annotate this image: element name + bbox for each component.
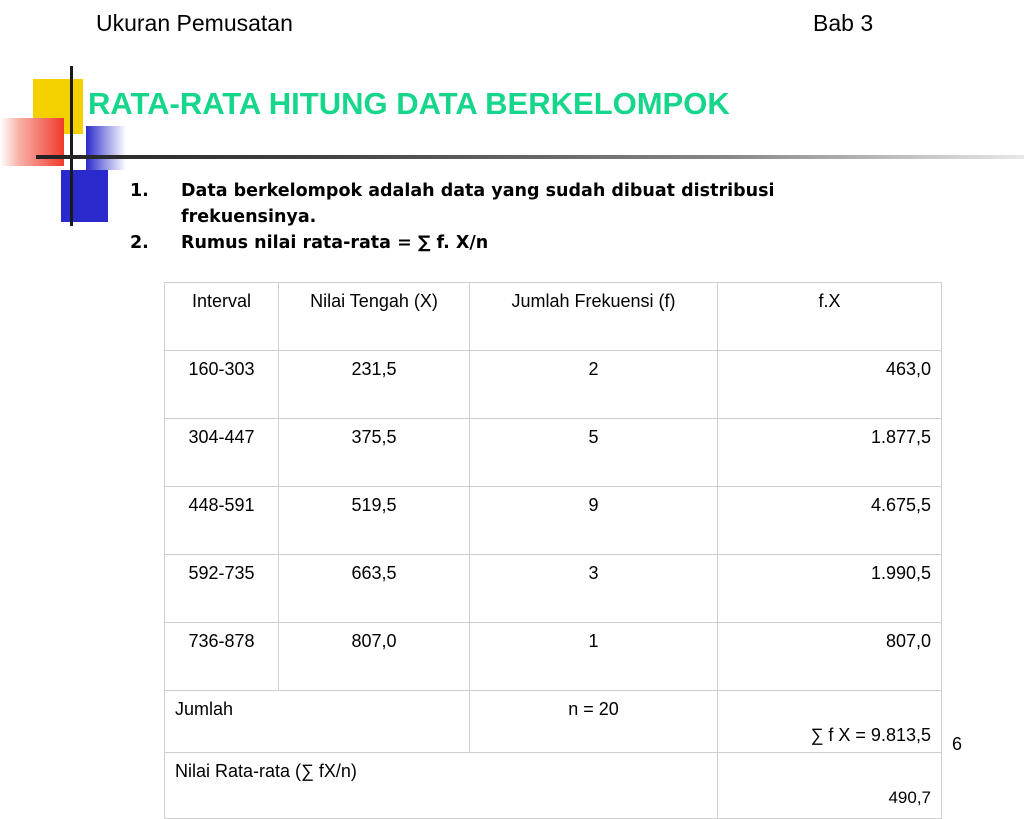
cell-fx: 1.990,5 [718, 555, 942, 623]
sum-fx: ∑ f X = 9.813,5 [718, 691, 942, 753]
frequency-table [164, 282, 942, 819]
mean-value: 490,7 [718, 753, 942, 819]
cell-interval: 736-878 [165, 623, 279, 691]
table-row [165, 623, 942, 691]
table-mean-row [165, 753, 942, 819]
cell-frequency: 1 [470, 623, 718, 691]
mean-label: Nilai Rata-rata (∑ fX/n) [165, 753, 718, 819]
page-number: 6 [952, 734, 963, 754]
cell-midpoint: 663,5 [279, 555, 470, 623]
sum-label: Jumlah [165, 691, 470, 753]
table-row [165, 419, 942, 487]
cell-frequency: 2 [470, 351, 718, 419]
cell-frequency: 5 [470, 419, 718, 487]
blue-fade-square [86, 126, 126, 170]
title-underline [36, 155, 1024, 159]
sum-n: n = 20 [470, 691, 718, 753]
header-topic: Ukuran Pemusatan [96, 10, 293, 36]
vertical-line [70, 66, 73, 226]
header-midpoint: Nilai Tengah (X) [279, 283, 470, 351]
header-chapter: Bab 3 [813, 10, 874, 36]
cell-fx: 4.675,5 [718, 487, 942, 555]
cell-fx: 807,0 [718, 623, 942, 691]
cell-interval: 160-303 [165, 351, 279, 419]
cell-frequency: 3 [470, 555, 718, 623]
cell-interval: 592-735 [165, 555, 279, 623]
cell-frequency: 9 [470, 487, 718, 555]
table-sum-row [165, 691, 942, 753]
header-frequency: Jumlah Frekuensi (f) [470, 283, 718, 351]
cell-interval: 304-447 [165, 419, 279, 487]
cell-midpoint: 519,5 [279, 487, 470, 555]
cell-interval: 448-591 [165, 487, 279, 555]
list-text: Rumus nilai rata-rata = ∑ f. X/n [181, 233, 489, 253]
cell-fx: 463,0 [718, 351, 942, 419]
cell-midpoint: 231,5 [279, 351, 470, 419]
list-number: 1. [130, 181, 149, 201]
header-interval: Interval [165, 283, 279, 351]
header-fx: f.X [718, 283, 942, 351]
list-item [130, 230, 890, 256]
blue-square [61, 170, 108, 222]
table-row [165, 487, 942, 555]
cell-midpoint: 375,5 [279, 419, 470, 487]
cell-fx: 1.877,5 [718, 419, 942, 487]
slide-title: RATA-RATA HITUNG DATA BERKELOMPOK [88, 86, 730, 121]
table-header-row [165, 283, 942, 351]
cell-midpoint: 807,0 [279, 623, 470, 691]
table-row [165, 351, 942, 419]
list-number: 2. [130, 233, 149, 253]
list-item [130, 178, 890, 230]
bullet-list [130, 178, 890, 256]
list-text: Data berkelompok adalah data yang sudah dibuat distribusi frekuensinya. [181, 181, 775, 227]
table-row [165, 555, 942, 623]
